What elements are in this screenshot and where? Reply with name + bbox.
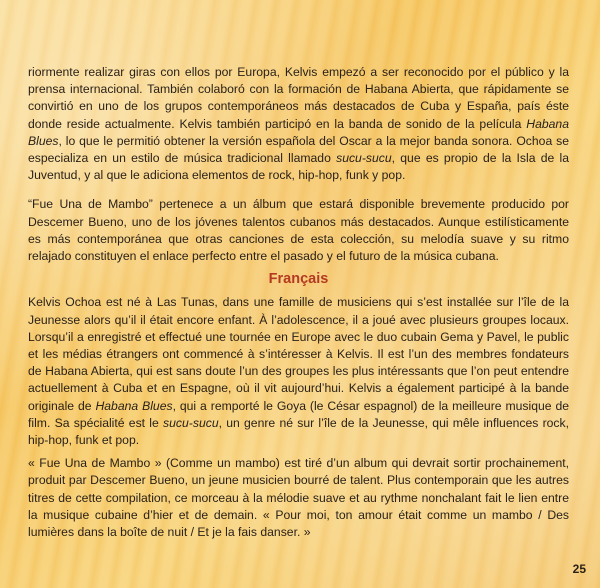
text-segment: riormente realizar giras con ellos por Europa, Kelvis empezó a ser reconocido por el público y la prensa internacional. También colaboró con la formación de Habana Abierta, que rápidamente se convirtió en uno de los grupos contemporáneos más destacados de Cuba y España, país éste donde reside actualmente. Kelvis también participó en la banda de sonido de la película bbox=[28, 65, 569, 131]
film-title: Habana Blues bbox=[95, 398, 173, 413]
music-style: sucu-sucu bbox=[336, 151, 392, 166]
booklet-text bbox=[28, 64, 569, 553]
text-segment: , que es propio de la Isla de la Juventud, y al que le adiciona elementos de rock, hip-hop, funk y pop. bbox=[28, 151, 569, 183]
text-segment: , lo que le permitió obtener la versión española del Oscar a la mejor banda sonora. Ochoa se especializa en un estilo de música tradicional llamado bbox=[28, 133, 569, 166]
film-title: Habana Blues bbox=[28, 116, 569, 148]
text-segment: , qui a remporté le Goya (le César espagnol) de la meilleure musique de film. Sa spécialité est le bbox=[28, 398, 569, 430]
text-segment: , un genre né sur l’île de la Jeunesse, qui mêle influences rock, hip-hop, funk et pop. bbox=[28, 415, 570, 448]
text-segment: Kelvis Ochoa est né à Las Tunas, dans une famille de musiciens qui s’est installée sur l’île de la Jeunesse alors qu’il il était encore enfant. À l’adolescence, il a joué avec plusieurs groupes locaux. Lorsqu’il a enregistré et effectué une tournée en Europe avec le duo cubain Gema y Pavel, le public et les médias étrangers ont commencé à s’intéresser à Kelvis. Il est l’un des membres fondateurs de Habana Abierta, qui est sans doute l’un des groupes les plus intéressants que l’on peut entendre actuellement à Cuba et en Espagne, où il vit aujourd’hui. Kelvis a également participé à la bande originale de bbox=[28, 295, 569, 413]
page-number: 25 bbox=[572, 562, 586, 576]
french-paragraph-1 bbox=[28, 294, 569, 449]
spanish-paragraph-1 bbox=[28, 64, 569, 184]
spanish-paragraph-2: “Fue Una de Mambo” pertenece a un álbum que estará disponible brevemente producido por Descemer Bueno, uno de los jóvenes talentos cubanos más destacados. Aunque estilísticamente es más contemporánea que otras canciones de esta colección, su melodía suave y su ritmo relajado constituyen el enlace perfecto entre el pasado y el futuro de la música cubana. bbox=[28, 197, 569, 264]
french-paragraph-2: « Fue Una de Mambo » (Comme un mambo) est tiré d’un album qui devrait sortir prochainement, produit par Descemer Bueno, un jeune musicien bourré de talent. Plus contemporain que les autres titres de cette compilation, ce morceau à la mélodie suave et au rythme nonchalant fait le lien entre la musique cubaine d’hier et de demain. « Pour moi, ton amour était comme un mambo / Des lumières dans la boîte de nuit / Et je la fais danser. » bbox=[28, 456, 569, 540]
section-heading-french: Français bbox=[268, 271, 329, 288]
music-style: sucu-sucu bbox=[163, 415, 219, 430]
